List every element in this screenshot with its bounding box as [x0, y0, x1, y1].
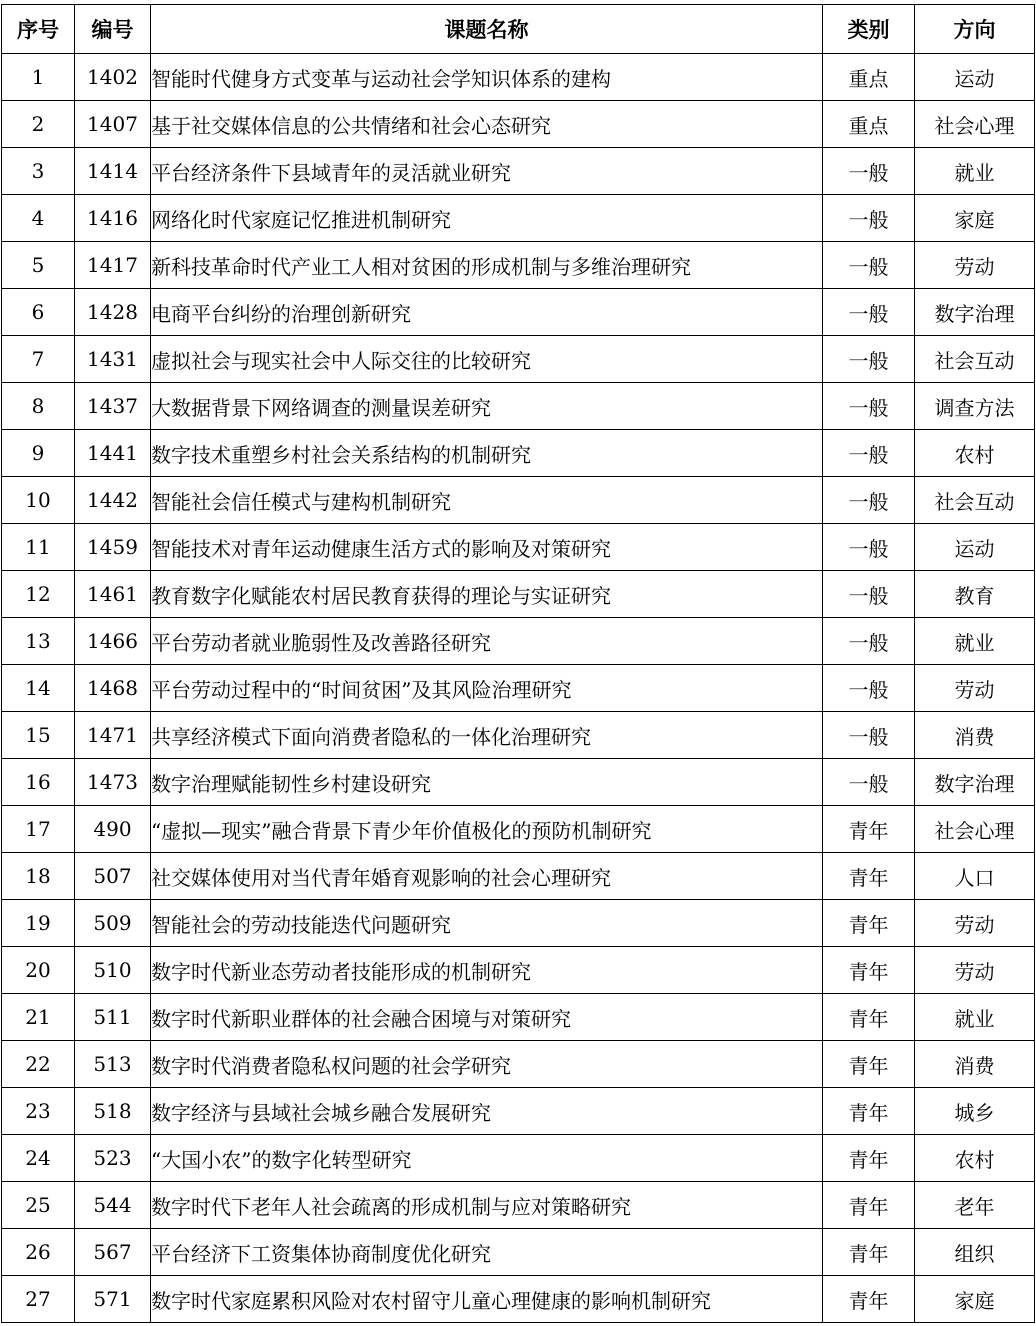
cell-category: 一般 [823, 383, 915, 430]
cell-code: 567 [75, 1229, 151, 1276]
table-row [2, 1276, 1035, 1323]
cell-title: 智能技术对青年运动健康生活方式的影响及对策研究 [151, 524, 823, 571]
cell-direction: 城乡 [915, 1088, 1035, 1135]
cell-category: 一般 [823, 712, 915, 759]
cell-category: 青年 [823, 853, 915, 900]
cell-code: 1428 [75, 289, 151, 336]
cell-title: 共享经济模式下面向消费者隐私的一体化治理研究 [151, 712, 823, 759]
table-row [2, 430, 1035, 477]
cell-direction: 教育 [915, 571, 1035, 618]
cell-code: 1442 [75, 477, 151, 524]
cell-direction: 数字治理 [915, 759, 1035, 806]
cell-seq: 22 [2, 1041, 75, 1088]
cell-category: 青年 [823, 1276, 915, 1323]
table-row [2, 994, 1035, 1041]
cell-direction: 劳动 [915, 947, 1035, 994]
cell-title: 虚拟社会与现实社会中人际交往的比较研究 [151, 336, 823, 383]
cell-category: 一般 [823, 430, 915, 477]
cell-direction: 消费 [915, 1041, 1035, 1088]
cell-code: 1468 [75, 665, 151, 712]
cell-category: 青年 [823, 1229, 915, 1276]
header-title: 课题名称 [151, 5, 823, 54]
cell-category: 青年 [823, 1182, 915, 1229]
cell-direction: 运动 [915, 54, 1035, 101]
cell-direction: 老年 [915, 1182, 1035, 1229]
cell-category: 一般 [823, 618, 915, 665]
table-row [2, 1041, 1035, 1088]
cell-code: 1402 [75, 54, 151, 101]
cell-title: 电商平台纠纷的治理创新研究 [151, 289, 823, 336]
cell-title: 数字时代新业态劳动者技能形成的机制研究 [151, 947, 823, 994]
cell-category: 一般 [823, 665, 915, 712]
cell-direction: 劳动 [915, 242, 1035, 289]
cell-code: 1416 [75, 195, 151, 242]
header-code: 编号 [75, 5, 151, 54]
table-row [2, 618, 1035, 665]
cell-title: 数字技术重塑乡村社会关系结构的机制研究 [151, 430, 823, 477]
cell-category: 重点 [823, 54, 915, 101]
table-row [2, 712, 1035, 759]
cell-seq: 26 [2, 1229, 75, 1276]
cell-title: 社交媒体使用对当代青年婚育观影响的社会心理研究 [151, 853, 823, 900]
cell-title: “大国小农”的数字化转型研究 [151, 1135, 823, 1182]
cell-seq: 7 [2, 336, 75, 383]
cell-seq: 25 [2, 1182, 75, 1229]
table-row [2, 195, 1035, 242]
cell-seq: 6 [2, 289, 75, 336]
table-row [2, 759, 1035, 806]
cell-code: 1459 [75, 524, 151, 571]
cell-category: 青年 [823, 994, 915, 1041]
table-row [2, 148, 1035, 195]
table-header-row [2, 5, 1035, 54]
table-row [2, 289, 1035, 336]
cell-title: 平台劳动过程中的“时间贫困”及其风险治理研究 [151, 665, 823, 712]
cell-direction: 就业 [915, 618, 1035, 665]
table-row [2, 900, 1035, 947]
cell-seq: 8 [2, 383, 75, 430]
cell-title: 基于社交媒体信息的公共情绪和社会心态研究 [151, 101, 823, 148]
table-row [2, 665, 1035, 712]
cell-seq: 1 [2, 54, 75, 101]
cell-seq: 17 [2, 806, 75, 853]
cell-code: 518 [75, 1088, 151, 1135]
cell-direction: 就业 [915, 994, 1035, 1041]
cell-category: 一般 [823, 289, 915, 336]
cell-seq: 18 [2, 853, 75, 900]
cell-title: 智能时代健身方式变革与运动社会学知识体系的建构 [151, 54, 823, 101]
cell-code: 513 [75, 1041, 151, 1088]
cell-direction: 社会心理 [915, 806, 1035, 853]
cell-title: 平台经济下工资集体协商制度优化研究 [151, 1229, 823, 1276]
table-row [2, 101, 1035, 148]
cell-seq: 13 [2, 618, 75, 665]
cell-title: 网络化时代家庭记忆推进机制研究 [151, 195, 823, 242]
table-row [2, 383, 1035, 430]
cell-direction: 社会心理 [915, 101, 1035, 148]
cell-seq: 15 [2, 712, 75, 759]
cell-title: 智能社会的劳动技能迭代问题研究 [151, 900, 823, 947]
cell-seq: 5 [2, 242, 75, 289]
table-row [2, 1088, 1035, 1135]
header-seq: 序号 [2, 5, 75, 54]
cell-category: 青年 [823, 947, 915, 994]
cell-category: 青年 [823, 1088, 915, 1135]
cell-direction: 消费 [915, 712, 1035, 759]
cell-code: 490 [75, 806, 151, 853]
cell-seq: 27 [2, 1276, 75, 1323]
header-direction: 方向 [915, 5, 1035, 54]
cell-title: 大数据背景下网络调查的测量误差研究 [151, 383, 823, 430]
table-row [2, 54, 1035, 101]
cell-title: 数字经济与县域社会城乡融合发展研究 [151, 1088, 823, 1135]
cell-title: 数字时代消费者隐私权问题的社会学研究 [151, 1041, 823, 1088]
cell-title: 数字时代下老年人社会疏离的形成机制与应对策略研究 [151, 1182, 823, 1229]
cell-category: 青年 [823, 806, 915, 853]
cell-title: 平台劳动者就业脆弱性及改善路径研究 [151, 618, 823, 665]
cell-code: 1437 [75, 383, 151, 430]
table-row [2, 806, 1035, 853]
cell-seq: 11 [2, 524, 75, 571]
cell-code: 571 [75, 1276, 151, 1323]
cell-seq: 20 [2, 947, 75, 994]
cell-code: 1417 [75, 242, 151, 289]
cell-seq: 16 [2, 759, 75, 806]
cell-title: “虚拟—现实”融合背景下青少年价值极化的预防机制研究 [151, 806, 823, 853]
cell-direction: 农村 [915, 430, 1035, 477]
cell-direction: 家庭 [915, 195, 1035, 242]
cell-direction: 调查方法 [915, 383, 1035, 430]
table-row [2, 477, 1035, 524]
cell-seq: 24 [2, 1135, 75, 1182]
cell-seq: 10 [2, 477, 75, 524]
cell-code: 1441 [75, 430, 151, 477]
cell-code: 1431 [75, 336, 151, 383]
cell-code: 1466 [75, 618, 151, 665]
header-category: 类别 [823, 5, 915, 54]
table-row [2, 1229, 1035, 1276]
cell-category: 一般 [823, 477, 915, 524]
cell-direction: 劳动 [915, 900, 1035, 947]
cell-code: 1473 [75, 759, 151, 806]
cell-direction: 劳动 [915, 665, 1035, 712]
cell-title: 智能社会信任模式与建构机制研究 [151, 477, 823, 524]
cell-direction: 农村 [915, 1135, 1035, 1182]
project-table [1, 4, 1035, 1323]
cell-code: 1461 [75, 571, 151, 618]
table-body [2, 54, 1035, 1323]
cell-category: 一般 [823, 571, 915, 618]
cell-direction: 社会互动 [915, 477, 1035, 524]
table-row [2, 336, 1035, 383]
cell-code: 507 [75, 853, 151, 900]
cell-title: 教育数字化赋能农村居民教育获得的理论与实证研究 [151, 571, 823, 618]
cell-category: 青年 [823, 1041, 915, 1088]
cell-title: 数字时代新职业群体的社会融合困境与对策研究 [151, 994, 823, 1041]
cell-code: 510 [75, 947, 151, 994]
cell-seq: 23 [2, 1088, 75, 1135]
cell-seq: 12 [2, 571, 75, 618]
cell-category: 一般 [823, 336, 915, 383]
cell-title: 数字时代家庭累积风险对农村留守儿童心理健康的影响机制研究 [151, 1276, 823, 1323]
cell-code: 544 [75, 1182, 151, 1229]
cell-category: 一般 [823, 242, 915, 289]
table-row [2, 524, 1035, 571]
cell-category: 一般 [823, 524, 915, 571]
cell-category: 重点 [823, 101, 915, 148]
cell-seq: 14 [2, 665, 75, 712]
cell-direction: 组织 [915, 1229, 1035, 1276]
cell-direction: 人口 [915, 853, 1035, 900]
table-row [2, 1182, 1035, 1229]
table-row [2, 947, 1035, 994]
cell-category: 青年 [823, 900, 915, 947]
cell-seq: 9 [2, 430, 75, 477]
cell-direction: 家庭 [915, 1276, 1035, 1323]
cell-code: 523 [75, 1135, 151, 1182]
cell-seq: 3 [2, 148, 75, 195]
cell-code: 1407 [75, 101, 151, 148]
cell-category: 一般 [823, 759, 915, 806]
cell-direction: 运动 [915, 524, 1035, 571]
cell-category: 一般 [823, 148, 915, 195]
cell-category: 青年 [823, 1135, 915, 1182]
cell-title: 平台经济条件下县域青年的灵活就业研究 [151, 148, 823, 195]
cell-seq: 21 [2, 994, 75, 1041]
table-row [2, 1135, 1035, 1182]
cell-direction: 社会互动 [915, 336, 1035, 383]
cell-code: 509 [75, 900, 151, 947]
cell-title: 新科技革命时代产业工人相对贫困的形成机制与多维治理研究 [151, 242, 823, 289]
cell-code: 1414 [75, 148, 151, 195]
table-row [2, 571, 1035, 618]
cell-title: 数字治理赋能韧性乡村建设研究 [151, 759, 823, 806]
cell-direction: 就业 [915, 148, 1035, 195]
table-row [2, 853, 1035, 900]
cell-direction: 数字治理 [915, 289, 1035, 336]
cell-seq: 19 [2, 900, 75, 947]
cell-category: 一般 [823, 195, 915, 242]
cell-code: 1471 [75, 712, 151, 759]
cell-seq: 2 [2, 101, 75, 148]
cell-code: 511 [75, 994, 151, 1041]
cell-seq: 4 [2, 195, 75, 242]
table-row [2, 242, 1035, 289]
